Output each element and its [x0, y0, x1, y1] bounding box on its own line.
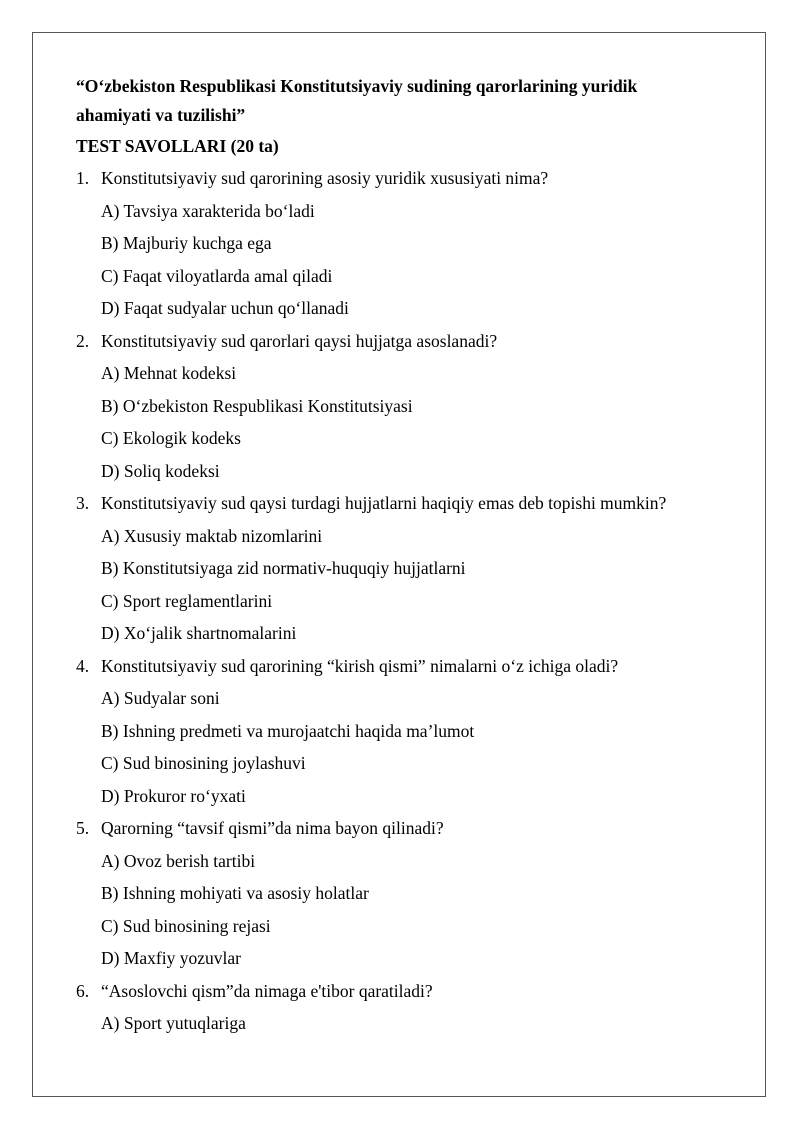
- answer-option: A) Sport yutuqlariga: [101, 1013, 246, 1033]
- question-1: [76, 162, 726, 325]
- answer-option: A) Tavsiya xarakterida bo‘ladi: [101, 200, 315, 221]
- question-text: Konstitutsiyaviy sud qarorining asosiy yuridik xususiyati nima?: [101, 168, 549, 188]
- answer-option: A) Ovoz berish tartibi: [101, 850, 256, 871]
- document-title-line-1: “O‘zbekiston Respublikasi Konstitutsiyaviy sudining qarorlarining yuridik: [76, 76, 638, 96]
- question-text: Konstitutsiyaviy sud qarorining “kirish qismi” nimalarni o‘z ichiga oladi?: [101, 655, 619, 676]
- answer-option: A) Mehnat kodeksi: [101, 363, 237, 383]
- answer-option: C) Ekologik kodeks: [101, 428, 241, 448]
- question-5: [76, 812, 726, 975]
- answer-option: D) Soliq kodeksi: [101, 460, 220, 481]
- answer-option: D) Maxfiy yozuvlar: [101, 948, 241, 968]
- document-body: [76, 72, 726, 1040]
- answer-option: C) Sud binosining joylashuvi: [101, 753, 306, 773]
- question-line: [76, 487, 726, 520]
- answer-option: B) O‘zbekiston Respublikasi Konstitutsiyasi: [101, 395, 413, 416]
- question-number: 3.: [76, 493, 90, 513]
- question-text: Konstitutsiyaviy sud qaysi turdagi hujjatlarni haqiqiy emas deb topishi mumkin?: [101, 493, 667, 513]
- question-text: Konstitutsiyaviy sud qarorlari qaysi hujjatga asoslanadi?: [101, 330, 498, 351]
- question-number: 1.: [76, 168, 90, 188]
- document-title-line-2: ahamiyati va tuzilishi”: [76, 105, 246, 125]
- question-line: [76, 162, 726, 195]
- question-line: [76, 975, 726, 1008]
- question-3: [76, 487, 726, 650]
- question-line: [76, 650, 726, 683]
- question-number: 2.: [76, 330, 90, 351]
- answer-option: B) Majburiy kuchga ega: [101, 233, 272, 253]
- question-line: [76, 325, 726, 358]
- answer-option: A) Xususiy maktab nizomlarini: [101, 525, 323, 546]
- answer-option: B) Ishning mohiyati va asosiy holatlar: [101, 883, 369, 903]
- answer-option: B) Konstitutsiyaga zid normativ-huquqiy hujjatlarni: [101, 558, 466, 578]
- question-6: [76, 975, 726, 1040]
- question-line: [76, 812, 726, 845]
- answer-option: A) Sudyalar soni: [101, 688, 220, 708]
- answer-option: D) Prokuror ro‘yxati: [101, 785, 246, 806]
- question-text: “Asoslovchi qism”da nimaga e'tibor qaratiladi?: [101, 980, 433, 1001]
- question-number: 5.: [76, 818, 90, 838]
- question-number: 6.: [76, 980, 90, 1001]
- question-number: 4.: [76, 655, 90, 676]
- answer-option: C) Faqat viloyatlarda amal qiladi: [101, 265, 333, 286]
- answer-option: C) Sport reglamentlarini: [101, 590, 273, 611]
- question-2: [76, 325, 726, 488]
- answer-option: B) Ishning predmeti va murojaatchi haqida ma’lumot: [101, 720, 475, 741]
- document-subtitle: TEST SAVOLLARI (20 ta): [76, 136, 279, 156]
- answer-option: C) Sud binosining rejasi: [101, 915, 271, 936]
- question-4: [76, 650, 726, 813]
- answer-option: D) Xo‘jalik shartnomalarini: [101, 623, 297, 643]
- answer-option: D) Faqat sudyalar uchun qo‘llanadi: [101, 298, 349, 318]
- question-text: Qarorning “tavsif qismi”da nima bayon qilinadi?: [101, 818, 444, 838]
